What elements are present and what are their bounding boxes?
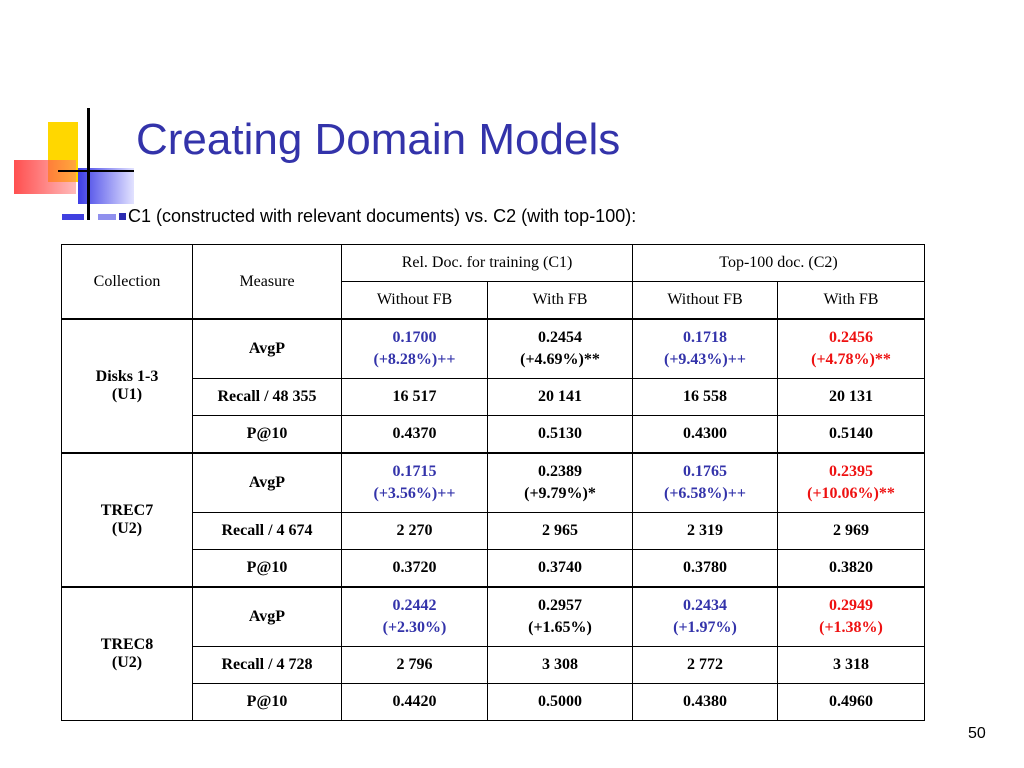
page-number: 50 [968, 725, 986, 742]
value-cell: 2 969 [778, 513, 925, 550]
collection-code: (U1) [111, 386, 143, 403]
value-cell: 0.2456 (+4.78%)** [778, 319, 925, 379]
value-cell: 0.4300 [633, 416, 778, 454]
value-cell: 0.2442 (+2.30%) [342, 587, 488, 647]
measure-cell: AvgP [193, 587, 342, 647]
value-cell: 16 517 [342, 379, 488, 416]
table-row [62, 453, 925, 513]
measure-cell: AvgP [193, 453, 342, 513]
value-cell: 0.3740 [488, 550, 633, 588]
value-cell: 0.3820 [778, 550, 925, 588]
collection-name: TREC8 [100, 636, 154, 653]
header-c2-without-fb: Without FB [633, 282, 778, 320]
collection-cell [62, 453, 193, 587]
bullet-marker [119, 213, 126, 220]
decor-dash [62, 214, 84, 220]
decor-dash [98, 214, 116, 220]
decor-horizontal-line [58, 170, 134, 172]
collection-cell [62, 319, 193, 453]
decor-vertical-line [87, 108, 90, 220]
value-cell: 0.1700 (+8.28%)++ [342, 319, 488, 379]
value-cell: 2 772 [633, 647, 778, 684]
header-c1-with-fb: With FB [488, 282, 633, 320]
value-cell: 0.4420 [342, 684, 488, 721]
measure-cell: P@10 [193, 550, 342, 588]
value-cell: 3 308 [488, 647, 633, 684]
table-row [62, 319, 925, 379]
value-cell: 0.4380 [633, 684, 778, 721]
measure-cell: AvgP [193, 319, 342, 379]
measure-cell: P@10 [193, 684, 342, 721]
results-table [61, 244, 925, 721]
value-cell: 20 141 [488, 379, 633, 416]
header-row [62, 245, 925, 282]
decor-red-block [14, 160, 76, 194]
value-cell: 0.5140 [778, 416, 925, 454]
header-collection: Collection [62, 245, 193, 320]
bullet-text: C1 (constructed with relevant documents) vs. C2 (with top-100): [128, 206, 637, 226]
header-measure: Measure [193, 245, 342, 320]
collection-name: TREC7 [100, 502, 154, 519]
value-cell: 0.2389 (+9.79%)* [488, 453, 633, 513]
table-row [62, 587, 925, 647]
value-cell: 0.5130 [488, 416, 633, 454]
value-cell: 0.2949 (+1.38%) [778, 587, 925, 647]
value-cell: 16 558 [633, 379, 778, 416]
value-cell: 0.2454 (+4.69%)** [488, 319, 633, 379]
value-cell: 2 796 [342, 647, 488, 684]
header-c2-with-fb: With FB [778, 282, 925, 320]
value-cell: 0.2395 (+10.06%)** [778, 453, 925, 513]
value-cell: 3 318 [778, 647, 925, 684]
collection-name: Disks 1-3 [95, 368, 159, 385]
measure-cell: Recall / 4 728 [193, 647, 342, 684]
value-cell: 0.1765 (+6.58%)++ [633, 453, 778, 513]
value-cell: 2 270 [342, 513, 488, 550]
header-c1-without-fb: Without FB [342, 282, 488, 320]
header-group-c1: Rel. Doc. for training (C1) [342, 245, 633, 282]
value-cell: 0.2957 (+1.65%) [488, 587, 633, 647]
measure-cell: Recall / 48 355 [193, 379, 342, 416]
collection-code: (U2) [111, 520, 143, 537]
value-cell: 0.5000 [488, 684, 633, 721]
value-cell: 0.4960 [778, 684, 925, 721]
value-cell: 0.1718 (+9.43%)++ [633, 319, 778, 379]
slide-title: Creating Domain Models [136, 115, 621, 164]
value-cell: 2 965 [488, 513, 633, 550]
value-cell: 0.4370 [342, 416, 488, 454]
value-cell: 20 131 [778, 379, 925, 416]
value-cell: 0.3780 [633, 550, 778, 588]
value-cell: 0.1715 (+3.56%)++ [342, 453, 488, 513]
value-cell: 0.3720 [342, 550, 488, 588]
measure-cell: P@10 [193, 416, 342, 454]
collection-code: (U2) [111, 654, 143, 671]
header-group-c2: Top-100 doc. (C2) [633, 245, 925, 282]
measure-cell: Recall / 4 674 [193, 513, 342, 550]
value-cell: 0.2434 (+1.97%) [633, 587, 778, 647]
value-cell: 2 319 [633, 513, 778, 550]
collection-cell [62, 587, 193, 721]
